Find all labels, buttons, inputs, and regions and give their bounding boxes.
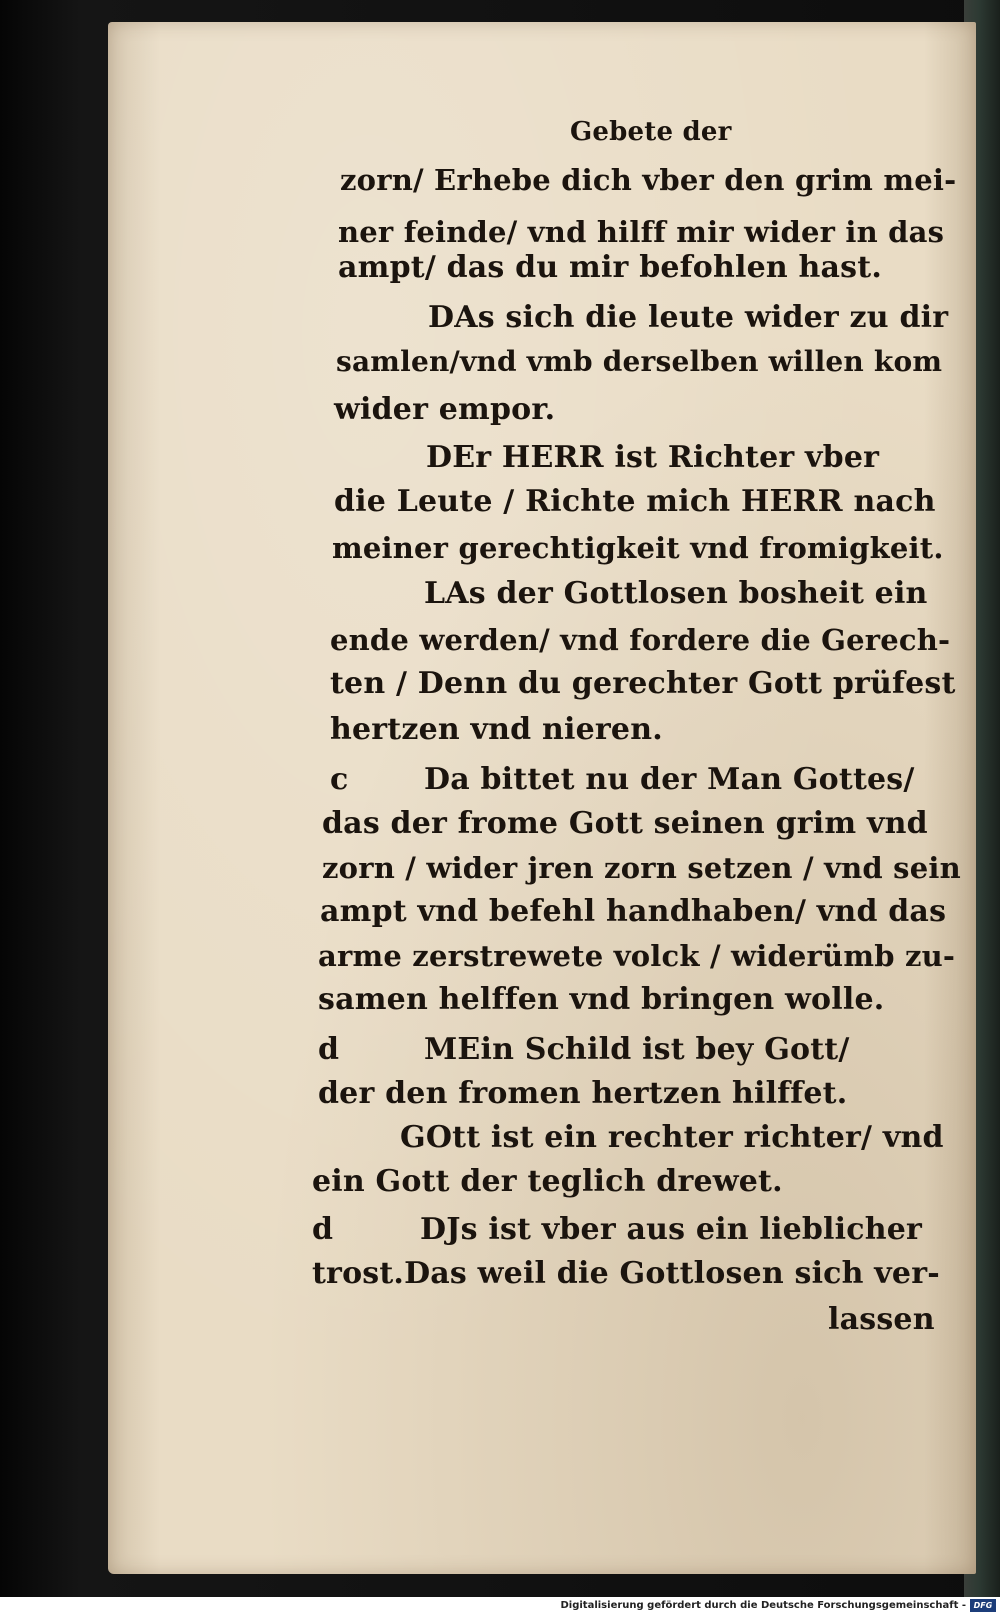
running-head: Gebete der (570, 117, 732, 147)
text-line: MEin Schild ist bey Gott/ (424, 1032, 850, 1067)
text-line: ten / Denn du gerechter Gott prüfest (330, 666, 956, 701)
text-line: meiner gerechtigkeit vnd fromigkeit. (332, 531, 944, 565)
text-line: ampt vnd befehl handhaben/ vnd das (320, 894, 947, 929)
text-line: DEr HERR ist Richter vber (426, 440, 880, 475)
text-line: das der frome Gott seinen grim vnd (322, 806, 928, 841)
text-line: der den fromen hertzen hilffet. (318, 1076, 848, 1111)
text-line: arme zerstrewete volck / widerümb zu- (318, 939, 956, 973)
text-line: GOtt ist ein rechter richter/ vnd (400, 1120, 944, 1155)
text-line: samen helffen vnd bringen wolle. (318, 982, 885, 1017)
text-line: wider empor. (334, 392, 556, 427)
text-line: ampt/ das du mir befohlen hast. (338, 250, 882, 285)
text-line: zorn / wider jren zorn setzen / vnd sein (322, 851, 961, 885)
text-line: Da bittet nu der Man Gottes/ (424, 762, 915, 797)
digitization-footer (0, 1597, 1000, 1614)
dfg-logo: DFG (970, 1599, 996, 1612)
text-line: ner feinde/ vnd hilff mir wider in das (338, 215, 945, 249)
text-line: LAs der Gottlosen bosheit ein (424, 576, 928, 611)
margin-label-d: d (318, 1032, 340, 1067)
text-line: samlen/vnd vmb derselben willen kom (336, 345, 943, 378)
text-line: ein Gott der teglich drewet. (312, 1164, 783, 1199)
catchword: lassen (828, 1302, 935, 1337)
text-line: ende werden/ vnd fordere die Gerech- (330, 623, 951, 657)
margin-label-d: d (312, 1212, 334, 1247)
text-line: zorn/ Erhebe dich vber den grim mei- (340, 163, 957, 197)
margin-label-c: c (330, 762, 349, 797)
text-line: trost.Das weil die Gottlosen sich ver- (312, 1256, 940, 1291)
text-line: DAs sich die leute wider zu dir (428, 300, 949, 335)
text-line: die Leute / Richte mich HERR nach (334, 484, 936, 519)
text-line: DJs ist vber aus ein lieblicher (420, 1212, 923, 1247)
text-line: hertzen vnd nieren. (330, 712, 663, 747)
footer-credit: Digitalisierung gefördert durch die Deutsche Forschungsgemeinschaft - (560, 1600, 966, 1611)
